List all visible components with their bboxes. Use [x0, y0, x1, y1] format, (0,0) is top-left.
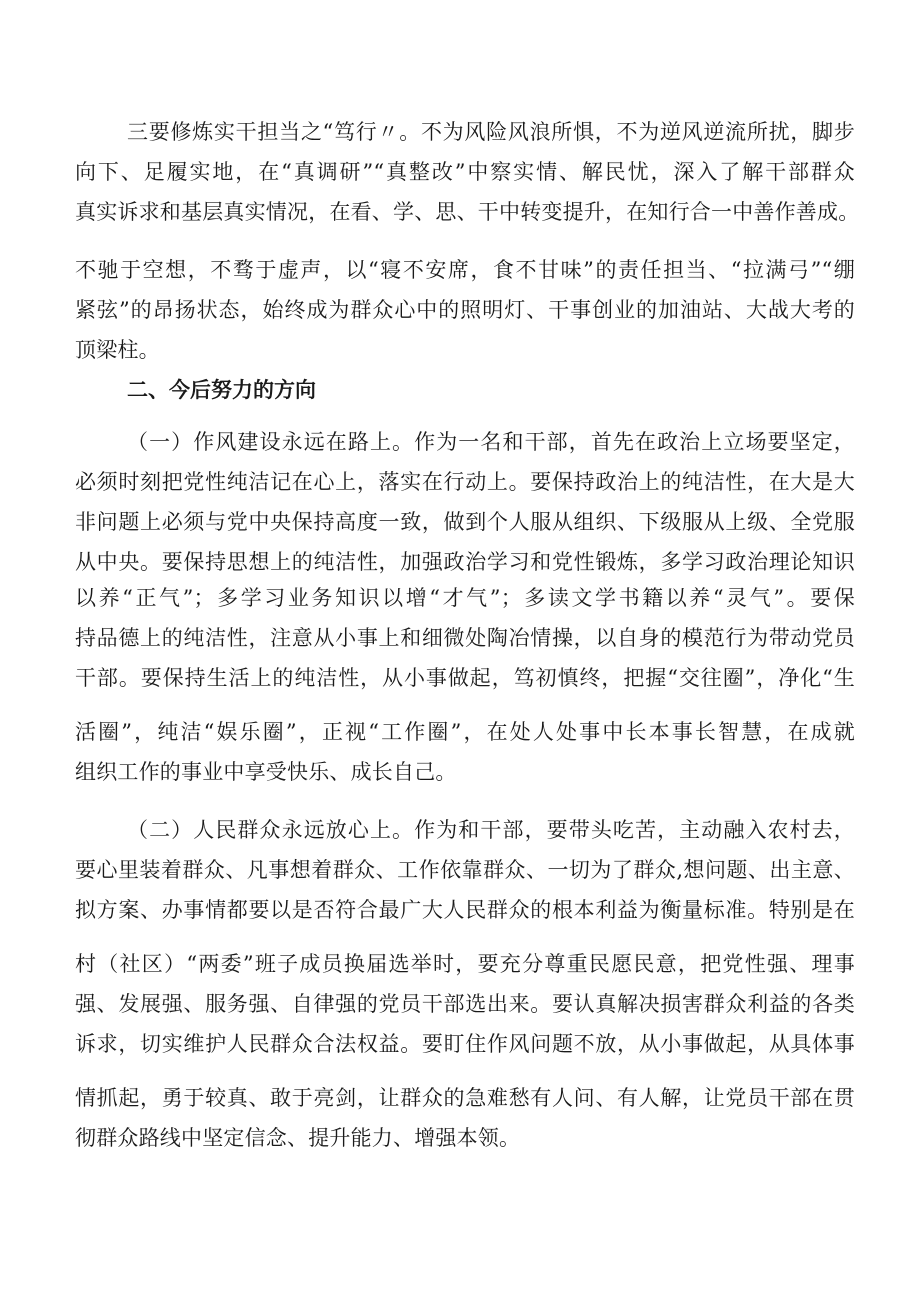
paragraph-1-line-4: 不驰于空想，不骛于虚声，以“寝不安席，食不甘味”的责任担当、“拉满弓”“绷: [75, 258, 855, 282]
paragraph-1-line-3: 真实诉求和基层真实情况，在看、学、思、干中转变提升，在知行合一中善作善成。: [75, 200, 860, 224]
paragraph-3-line-3: 拟方案、办事情都要以是否符合最广大人民群众的根本利益为衡量标准。特别是在: [75, 898, 855, 922]
paragraph-2-line-4: 从中央。要保持思想上的纯洁性，加强政治学习和党性锻炼，多学习政治理论知识: [75, 550, 855, 574]
paragraph-2-line-2: 必须时刻把党性纯洁记在心上，落实在行动上。要保持政治上的纯洁性，在大是大: [75, 470, 855, 494]
paragraph-1-line-6: 顶梁柱。: [75, 338, 160, 362]
paragraph-2-line-5: 以养“正气”；多学习业务知识以增“才气”；多读文学书籍以养“灵气”。要保: [75, 586, 855, 610]
paragraph-2-line-9: 组织工作的事业中享受快乐、成长自己。: [75, 760, 457, 784]
paragraph-3-line-1: （二）人民群众永远放心上。作为和干部，要带头吃苦，主动融入农村去，: [127, 818, 855, 842]
paragraph-3-line-6: 诉求，切实维护人民群众合法权益。要盯住作风问题不放，从小事做起，从具体事: [75, 1032, 855, 1056]
paragraph-1-line-5: 紧弦”的昂扬状态，始终成为群众心中的照明灯、干事创业的加油站、大战大考的: [75, 298, 855, 322]
section-heading: 二、今后努力的方向: [127, 378, 316, 402]
paragraph-3-line-5: 强、发展强、服务强、自律强的党员干部选出来。要认真解决损害群众利益的各类: [75, 992, 855, 1016]
paragraph-1-line-1: 三要修炼实干担当之“笃行〃。不为风险风浪所惧，不为逆风逆流所扰，脚步: [127, 120, 855, 144]
paragraph-2-line-1: （一）作风建设永远在路上。作为一名和干部，首先在政治上立场要坚定，: [127, 430, 855, 454]
paragraph-1-line-2: 向下、足履实地，在“真调研”“真整改”中察实情、解民忧，深入了解干部群众: [75, 160, 855, 184]
paragraph-3-line-7: 情抓起，勇于较真、敢于亮剑，让群众的急难愁有人问、有人解，让党员干部在贯: [75, 1086, 855, 1110]
paragraph-3-line-2: 要心里装着群众、凡事想着群众、工作依靠群众、一切为了群众,想问题、出主意、: [75, 858, 855, 882]
paragraph-2-line-8: 活圈”，纯洁“娱乐圈”，正视“工作圈”，在处人处事中长本事长智慧，在成就: [75, 720, 855, 744]
paragraph-2-line-3: 非问题上必须与党中央保持高度一致，做到个人服从组织、下级服从上级、全党服: [75, 510, 855, 534]
paragraph-2-line-6: 持品德上的纯洁性，注意从小事上和细微处陶冶情操，以自身的模范行为带动党员: [75, 626, 855, 650]
paragraph-3-line-4: 村（社区）“两委”班子成员换届选举时，要充分尊重民愿民意，把党性强、理事: [75, 952, 855, 976]
paragraph-3-line-8: 彻群众路线中坚定信念、提升能力、增强本领。: [75, 1126, 521, 1150]
paragraph-2-line-7: 干部。要保持生活上的纯洁性，从小事做起，笃初慎终，把握“交往圈”，净化“生: [75, 666, 855, 690]
